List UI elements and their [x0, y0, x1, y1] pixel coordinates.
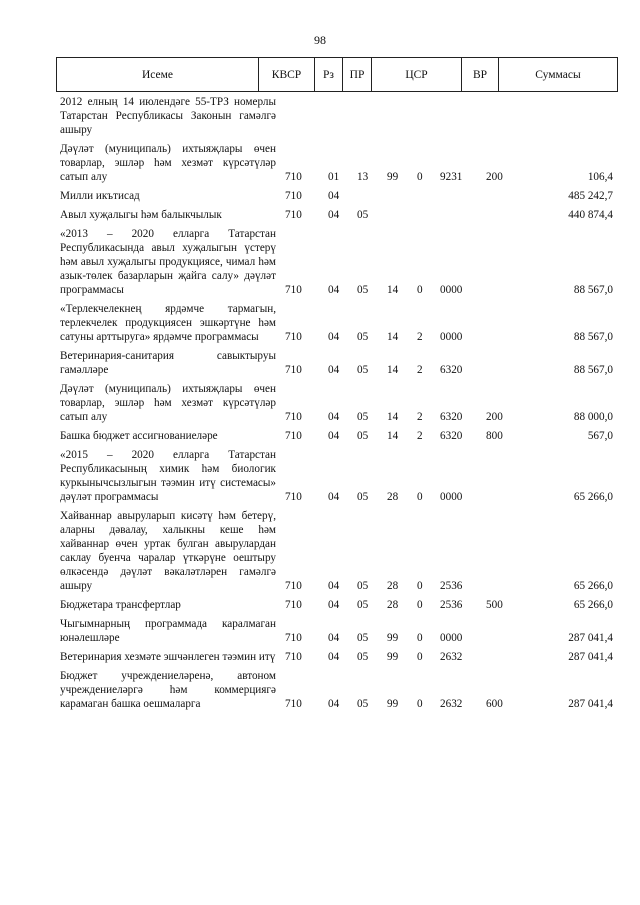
row-kvsr: 710	[285, 599, 302, 611]
row-sum: 485 242,7	[568, 190, 613, 202]
header-rz: Рз	[314, 58, 342, 91]
header-vr: ВР	[461, 58, 498, 91]
row-name: Бюджет учреждениеләренә, автоном учреждениеләргә һәм коммерциягә карамаган башка оешмаларга	[60, 670, 276, 710]
row-csr-subprogram: 0	[417, 491, 423, 503]
row-kvsr: 710	[285, 364, 302, 376]
row-rz: 04	[328, 430, 340, 442]
budget-table	[56, 57, 618, 716]
row-sum: 88 000,0	[573, 411, 613, 423]
row-csr-program: 28	[387, 580, 399, 592]
row-vr: 500	[486, 599, 503, 611]
row-csr-program: 99	[387, 171, 399, 183]
row-kvsr: 710	[285, 430, 302, 442]
row-kvsr: 710	[285, 331, 302, 343]
row-csr-program: 99	[387, 698, 399, 710]
row-csr-program: 14	[387, 284, 399, 296]
header-sum: Суммасы	[498, 58, 618, 91]
table-row	[56, 650, 618, 664]
row-csr-subprogram: 2	[417, 364, 423, 376]
row-name: Дәүләт (муниципаль) ихтыяҗлары өчен товарлар, эшләр һәм хезмәт күрсәтүләр сатып алу	[60, 143, 276, 183]
row-csr-subprogram: 0	[417, 632, 423, 644]
row-name: «2013 – 2020 елларга Татарстан Республикасында авыл хуҗалыгын үстерү һәм авыл хуҗалыгы продукциясе, чимал һәм азык-төлек базарларын җайга салу» дәүләт программасы	[60, 228, 276, 296]
row-kvsr: 710	[285, 491, 302, 503]
row-name: Башка бюджет ассигнованиеләре	[60, 430, 218, 442]
table-row	[56, 617, 618, 645]
row-sum: 287 041,4	[568, 632, 613, 644]
row-name: Дәүләт (муниципаль) ихтыяҗлары өчен товарлар, эшләр һәм хезмәт күрсәтүләр сатып алу	[60, 383, 276, 423]
table-header	[56, 57, 618, 92]
table-row	[56, 208, 618, 222]
row-pr: 05	[357, 651, 369, 663]
row-csr-program: 99	[387, 632, 399, 644]
table-row	[56, 509, 618, 593]
row-rz: 04	[328, 599, 340, 611]
row-name: «Терлекчелекнең ярдәмче тармагын, терлекчелек продукциясен эшкәртүне һәм сатуны арттыруга» ярдәмче программасы	[60, 303, 276, 343]
table-row	[56, 142, 618, 184]
table-row	[56, 448, 618, 504]
row-csr-subprogram: 0	[417, 284, 423, 296]
row-name: Милли икътисад	[60, 190, 140, 202]
row-kvsr: 710	[285, 284, 302, 296]
row-pr: 05	[357, 209, 369, 221]
row-kvsr: 710	[285, 632, 302, 644]
row-csr-program: 28	[387, 599, 399, 611]
row-sum: 106,4	[587, 171, 613, 183]
row-pr: 05	[357, 284, 369, 296]
row-vr: 800	[486, 430, 503, 442]
row-kvsr: 710	[285, 698, 302, 710]
row-csr-direction: 2632	[440, 651, 463, 663]
row-kvsr: 710	[285, 411, 302, 423]
row-name: Ветеринария-санитария савыктыруы гамәлләре	[60, 350, 276, 376]
row-kvsr: 710	[285, 190, 302, 202]
row-csr-direction: 9231	[440, 171, 463, 183]
row-rz: 04	[328, 632, 340, 644]
row-kvsr: 710	[285, 651, 302, 663]
row-sum: 65 266,0	[573, 599, 613, 611]
table-row	[56, 302, 618, 344]
header-kvsr: КВСР	[258, 58, 314, 91]
row-pr: 05	[357, 632, 369, 644]
row-kvsr: 710	[285, 209, 302, 221]
row-kvsr: 710	[285, 580, 302, 592]
row-rz: 04	[328, 411, 340, 423]
header-csr: ЦСР	[371, 58, 461, 91]
header-name: Исеме	[56, 58, 258, 91]
row-csr-direction: 2536	[440, 599, 463, 611]
row-rz: 04	[328, 331, 340, 343]
row-csr-direction: 6320	[440, 364, 463, 376]
row-csr-program: 14	[387, 430, 399, 442]
row-rz: 04	[328, 651, 340, 663]
row-csr-subprogram: 0	[417, 698, 423, 710]
row-csr-subprogram: 0	[417, 651, 423, 663]
row-rz: 01	[328, 171, 340, 183]
row-csr-subprogram: 0	[417, 599, 423, 611]
row-csr-direction: 0000	[440, 331, 463, 343]
row-csr-direction: 0000	[440, 284, 463, 296]
row-sum: 88 567,0	[573, 284, 613, 296]
row-csr-direction: 6320	[440, 411, 463, 423]
row-pr: 05	[357, 430, 369, 442]
row-vr: 200	[486, 171, 503, 183]
row-csr-subprogram: 0	[417, 171, 423, 183]
row-pr: 05	[357, 580, 369, 592]
table-row	[56, 382, 618, 424]
row-csr-subprogram: 2	[417, 411, 423, 423]
row-csr-program: 14	[387, 364, 399, 376]
row-name: Авыл хуҗалыгы һәм балыкчылык	[60, 209, 222, 221]
row-pr: 05	[357, 698, 369, 710]
table-body	[56, 95, 618, 711]
row-pr: 05	[357, 331, 369, 343]
table-row	[56, 598, 618, 612]
row-rz: 04	[328, 491, 340, 503]
row-pr: 05	[357, 491, 369, 503]
row-pr: 05	[357, 411, 369, 423]
row-csr-subprogram: 2	[417, 331, 423, 343]
row-sum: 88 567,0	[573, 364, 613, 376]
row-csr-direction: 0000	[440, 491, 463, 503]
row-name: Бюджетара трансфертлар	[60, 599, 181, 611]
row-rz: 04	[328, 364, 340, 376]
row-csr-program: 99	[387, 651, 399, 663]
row-name: 2012 елның 14 июлендәге 55-ТРЗ номерлы Татарстан Республикасы Законын гамәлгә ашыру	[60, 96, 276, 136]
table-row	[56, 189, 618, 203]
row-csr-direction: 2536	[440, 580, 463, 592]
header-pr: ПР	[342, 58, 371, 91]
row-csr-program: 14	[387, 331, 399, 343]
table-row	[56, 349, 618, 377]
row-name: Ветеринария хезмәте эшчәнлеген тәэмин итү	[60, 651, 276, 663]
row-sum: 567,0	[587, 430, 613, 442]
row-name: Чыгымнарның программада каралмаган юнәлешләре	[60, 618, 276, 644]
row-csr-subprogram: 2	[417, 430, 423, 442]
row-name: Хайваннар авыруларып кисәтү һәм бетерү, аларны дәвалау, халыкны кеше һәм хайваннар өчен уртак булган авырулардан саклау буенча чаралар үткәрүне оештыру өлкәсендә дәүләт вәкаләтләрен гамәлгә ашыру	[60, 510, 276, 592]
row-csr-program: 14	[387, 411, 399, 423]
row-pr: 05	[357, 364, 369, 376]
row-rz: 04	[328, 580, 340, 592]
row-sum: 440 874,4	[568, 209, 613, 221]
row-sum: 65 266,0	[573, 491, 613, 503]
row-sum: 287 041,4	[568, 698, 613, 710]
row-csr-subprogram: 0	[417, 580, 423, 592]
row-csr-program: 28	[387, 491, 399, 503]
row-csr-direction: 2632	[440, 698, 463, 710]
row-rz: 04	[328, 284, 340, 296]
row-sum: 287 041,4	[568, 651, 613, 663]
table-row	[56, 95, 618, 137]
table-row	[56, 669, 618, 711]
row-vr: 600	[486, 698, 503, 710]
page-number: 98	[314, 33, 326, 47]
row-pr: 05	[357, 599, 369, 611]
row-name: «2015 – 2020 елларга Татарстан Республикасының химик һәм биологик куркынычсызлыгын тәэмин итү системасы» дәүләт программасы	[60, 449, 276, 503]
table-row	[56, 429, 618, 443]
row-csr-direction: 6320	[440, 430, 463, 442]
row-csr-direction: 0000	[440, 632, 463, 644]
row-rz: 04	[328, 190, 340, 202]
row-pr: 13	[357, 171, 369, 183]
row-rz: 04	[328, 209, 340, 221]
row-vr: 200	[486, 411, 503, 423]
row-sum: 88 567,0	[573, 331, 613, 343]
table-row	[56, 227, 618, 297]
row-kvsr: 710	[285, 171, 302, 183]
row-rz: 04	[328, 698, 340, 710]
row-sum: 65 266,0	[573, 580, 613, 592]
